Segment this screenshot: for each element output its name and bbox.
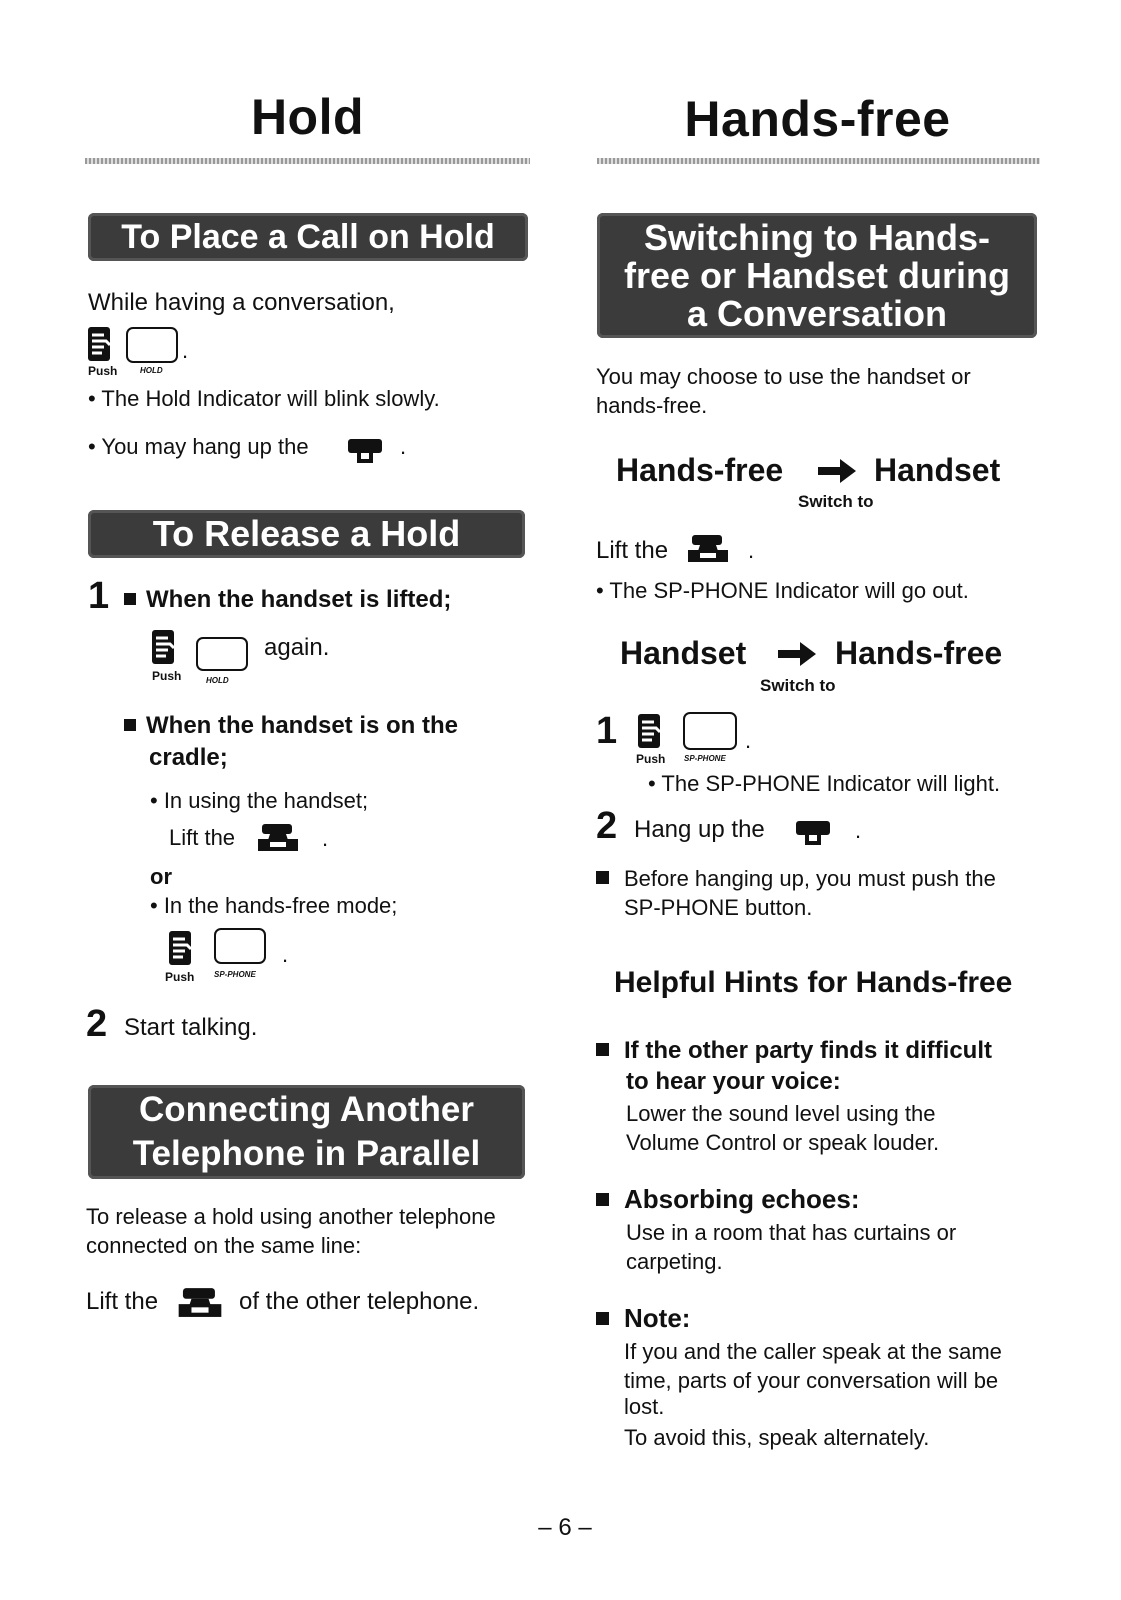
condition-cradle	[124, 712, 458, 740]
page-number: – 6 –	[538, 1514, 592, 1541]
again-text: again.	[264, 634, 330, 661]
hands-free-title: Hands-free	[684, 91, 951, 147]
or-text: or	[150, 864, 172, 889]
hands-free-mode-bullet: • In the hands-free mode;	[150, 893, 398, 918]
indicator-light-bullet: • The SP-PHONE Indicator will light.	[648, 771, 1001, 796]
hold-key-icon	[126, 327, 178, 363]
condition-cradle-text: When the handset is on the	[146, 712, 459, 739]
hint-echoes-heading	[596, 1184, 859, 1215]
lift-the-text: Lift the	[596, 537, 669, 564]
lift-the-text: Lift the	[86, 1288, 159, 1315]
connecting-parallel-banner	[88, 1085, 525, 1179]
hint-difficult-line2: Volume Control or speak louder.	[626, 1130, 940, 1155]
lift-the-text: Lift the	[169, 825, 236, 850]
hint-note-heading-text: Note:	[624, 1303, 691, 1333]
hint-difficult-line1: Lower the sound level using the	[626, 1101, 936, 1126]
hint-note-line2: time, parts of your conversation will be	[624, 1368, 999, 1393]
before-hanging-note-text: Before hanging up, you must push the	[624, 866, 996, 891]
banner-line-3: a Conversation	[686, 293, 948, 334]
before-hanging-note	[596, 866, 996, 892]
hold-bullet-blink: • The Hold Indicator will blink slowly.	[88, 386, 440, 411]
release-hold-banner: To Release a Hold	[88, 510, 525, 558]
helpful-hints-heading: Helpful Hints for Hands-free	[614, 966, 1013, 999]
lift-handset-icon	[686, 533, 730, 563]
hold-bullet-hangup: • You may hang up the	[88, 434, 309, 459]
push-label: Push	[152, 669, 182, 683]
switch-to-hands-free: Hands-free	[835, 635, 1003, 671]
using-handset-bullet: • In using the handset;	[150, 788, 369, 813]
banner-line-1: Connecting Another	[138, 1090, 475, 1129]
parallel-para-line2: connected on the same line:	[86, 1233, 362, 1258]
before-hanging-note-cont: SP-PHONE button.	[624, 895, 813, 920]
sp-phone-key-label: SP-PHONE	[214, 970, 256, 979]
banner-line-2: free or Handset during	[623, 255, 1011, 296]
intro-line2: hands-free.	[596, 393, 708, 418]
step-number-2: 2	[86, 1003, 108, 1045]
hands-free-title-rule	[597, 158, 1040, 164]
period: .	[322, 826, 329, 851]
hint-note-line3: lost.	[624, 1394, 665, 1419]
step-number-2: 2	[596, 805, 618, 847]
condition-cradle-cont: cradle;	[149, 744, 228, 771]
switch-from-handset: Handset	[620, 635, 747, 671]
sp-phone-key-icon	[214, 928, 266, 964]
period: .	[748, 538, 755, 563]
hint-difficult-heading	[596, 1037, 992, 1065]
push-hand-icon	[167, 929, 197, 967]
hint-difficult-heading-text: If the other party finds it difficult	[624, 1037, 992, 1064]
push-hold-graphic	[86, 325, 116, 368]
lift-handset-icon	[256, 822, 300, 852]
switch-to-label: Switch to	[798, 492, 874, 511]
push-label: Push	[88, 364, 118, 378]
handset-icon	[795, 818, 831, 848]
other-telephone-text: of the other telephone.	[239, 1288, 480, 1315]
hold-key-label: HOLD	[206, 676, 229, 685]
hint-note-line1: If you and the caller speak at the same	[624, 1339, 1002, 1364]
place-hold-intro: While having a conversation,	[88, 289, 395, 316]
parallel-para-line1: To release a hold using another telephone	[86, 1204, 496, 1229]
push-hand-icon	[636, 712, 666, 750]
switch-to-label: Switch to	[760, 676, 836, 695]
arrow-right-icon	[776, 640, 818, 668]
switch-from-hands-free: Hands-free	[616, 452, 784, 488]
hint-difficult-heading-cont: to hear your voice:	[626, 1068, 841, 1095]
sp-phone-key-icon	[683, 712, 737, 750]
push-label: Push	[165, 970, 195, 984]
condition-lifted	[124, 586, 451, 614]
banner-line-1: Switching to Hands-	[644, 217, 990, 258]
period: .	[855, 818, 862, 843]
hold-key-label: HOLD	[140, 366, 163, 375]
hold-title: Hold	[250, 89, 365, 145]
step-number-1: 1	[596, 710, 618, 752]
period: .	[182, 338, 189, 363]
hold-title-rule	[85, 158, 530, 164]
indicator-go-out-bullet: • The SP-PHONE Indicator will go out.	[596, 578, 969, 603]
sp-phone-key-label: SP-PHONE	[684, 754, 726, 763]
switching-banner	[597, 213, 1037, 338]
hang-up-text: Hang up the	[634, 816, 765, 843]
period: .	[282, 942, 289, 967]
hint-note-line4: To avoid this, speak alternately.	[624, 1425, 930, 1450]
hint-echoes-heading-text: Absorbing echoes:	[624, 1184, 860, 1214]
hint-echoes-line1: Use in a room that has curtains or	[626, 1220, 957, 1245]
lift-handset-icon	[176, 1286, 224, 1318]
step-number-1: 1	[88, 575, 110, 617]
banner-line-2: Telephone in Parallel	[132, 1134, 481, 1173]
push-label: Push	[636, 752, 666, 766]
hold-key-icon	[196, 637, 248, 671]
intro-line1: You may choose to use the handset or	[596, 364, 971, 389]
push-hand-icon	[150, 628, 180, 666]
hint-echoes-line2: carpeting.	[626, 1249, 723, 1274]
condition-lifted-text: When the handset is lifted;	[146, 586, 452, 613]
period: .	[400, 434, 407, 459]
switch-to-handset: Handset	[874, 452, 1001, 488]
start-talking-text: Start talking.	[124, 1014, 258, 1041]
hint-note-heading	[596, 1303, 690, 1334]
place-hold-banner: To Place a Call on Hold	[88, 213, 528, 261]
push-hand-icon	[86, 325, 116, 363]
period: .	[745, 728, 752, 753]
arrow-right-icon	[816, 457, 858, 485]
handset-icon	[347, 436, 383, 466]
